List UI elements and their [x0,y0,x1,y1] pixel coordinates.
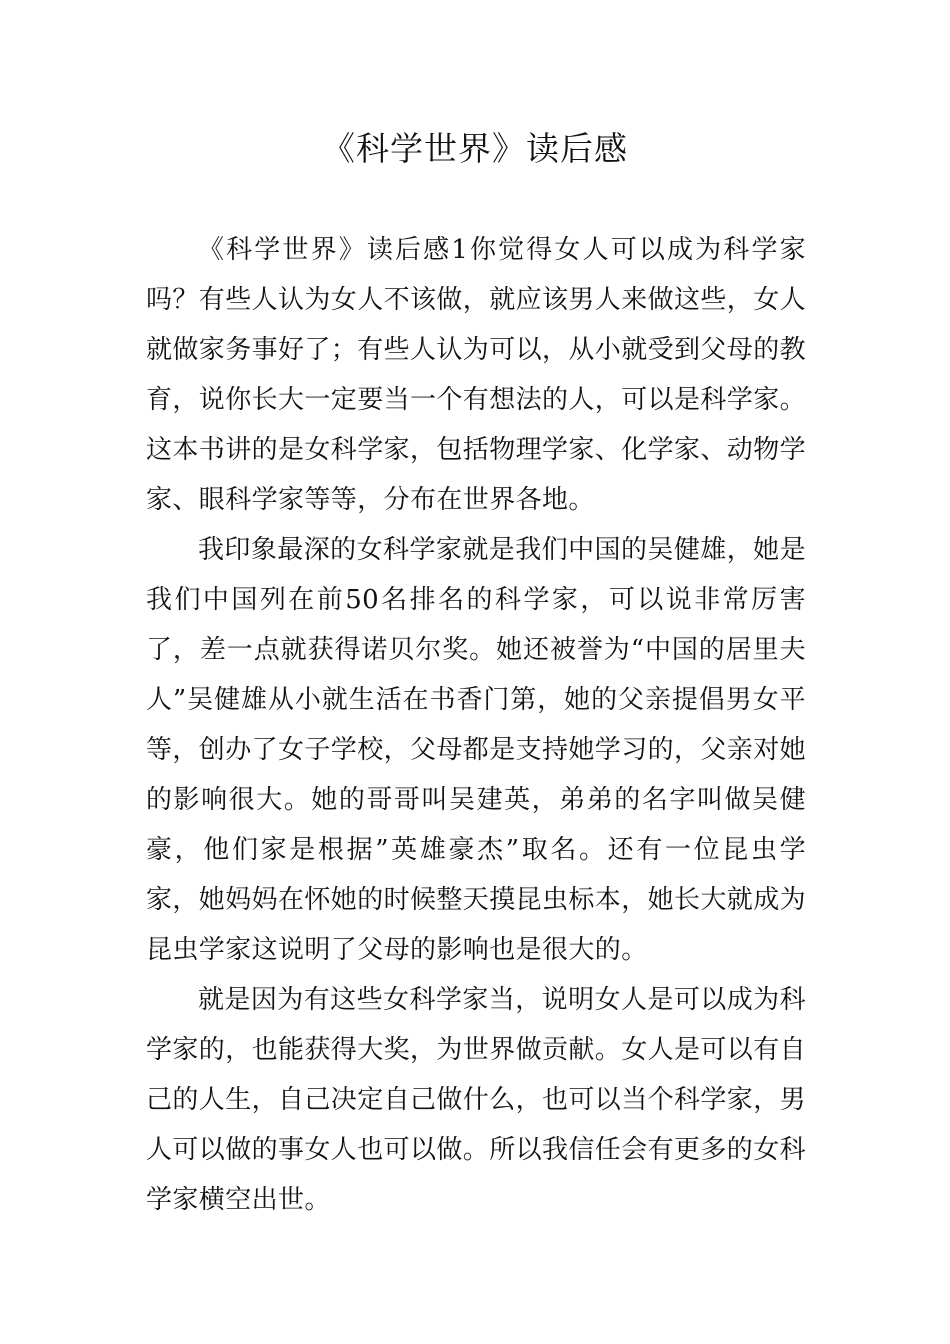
document-body [146,225,806,1225]
paragraph-1: 《科学世界》读后感1你觉得女人可以成为科学家吗？有些人认为女人不该做，就应该男人来做这些，女人就做家务事好了；有些人认为可以，从小就受到父母的教育，说你长大一定要当一个有想法的人，可以是科学家。这本书讲的是女科学家，包括物理学家、化学家、动物学家、眼科学家等等，分布在世界各地。 [146,235,807,515]
document-title: 《科学世界》读后感 [322,129,628,168]
paragraph-2: 我印象最深的女科学家就是我们中国的吴健雄，她是我们中国列在前50名排名的科学家，可以说非常厉害了，差一点就获得诺贝尔奖。她还被誉为“中国的居里夫人”吴健雄从小就生活在书香门第，她的父亲提倡男女平等，创办了女子学校，父母都是支持她学习的，父亲对她的影响很大。她的哥哥叫吴建英，弟弟的名字叫做吴健豪，他们家是根据”英雄豪杰”取名。还有一位昆虫学家，她妈妈在怀她的时候整天摸昆虫标本，她长大就成为昆虫学家这说明了父母的影响也是很大的。 [146,535,807,965]
paragraph-3: 就是因为有这些女科学家当，说明女人是可以成为科学家的，也能获得大奖，为世界做贡献。女人是可以有自己的人生，自己决定自己做什么，也可以当个科学家，男人可以做的事女人也可以做。所以我信任会有更多的女科学家横空出世。 [146,985,807,1215]
